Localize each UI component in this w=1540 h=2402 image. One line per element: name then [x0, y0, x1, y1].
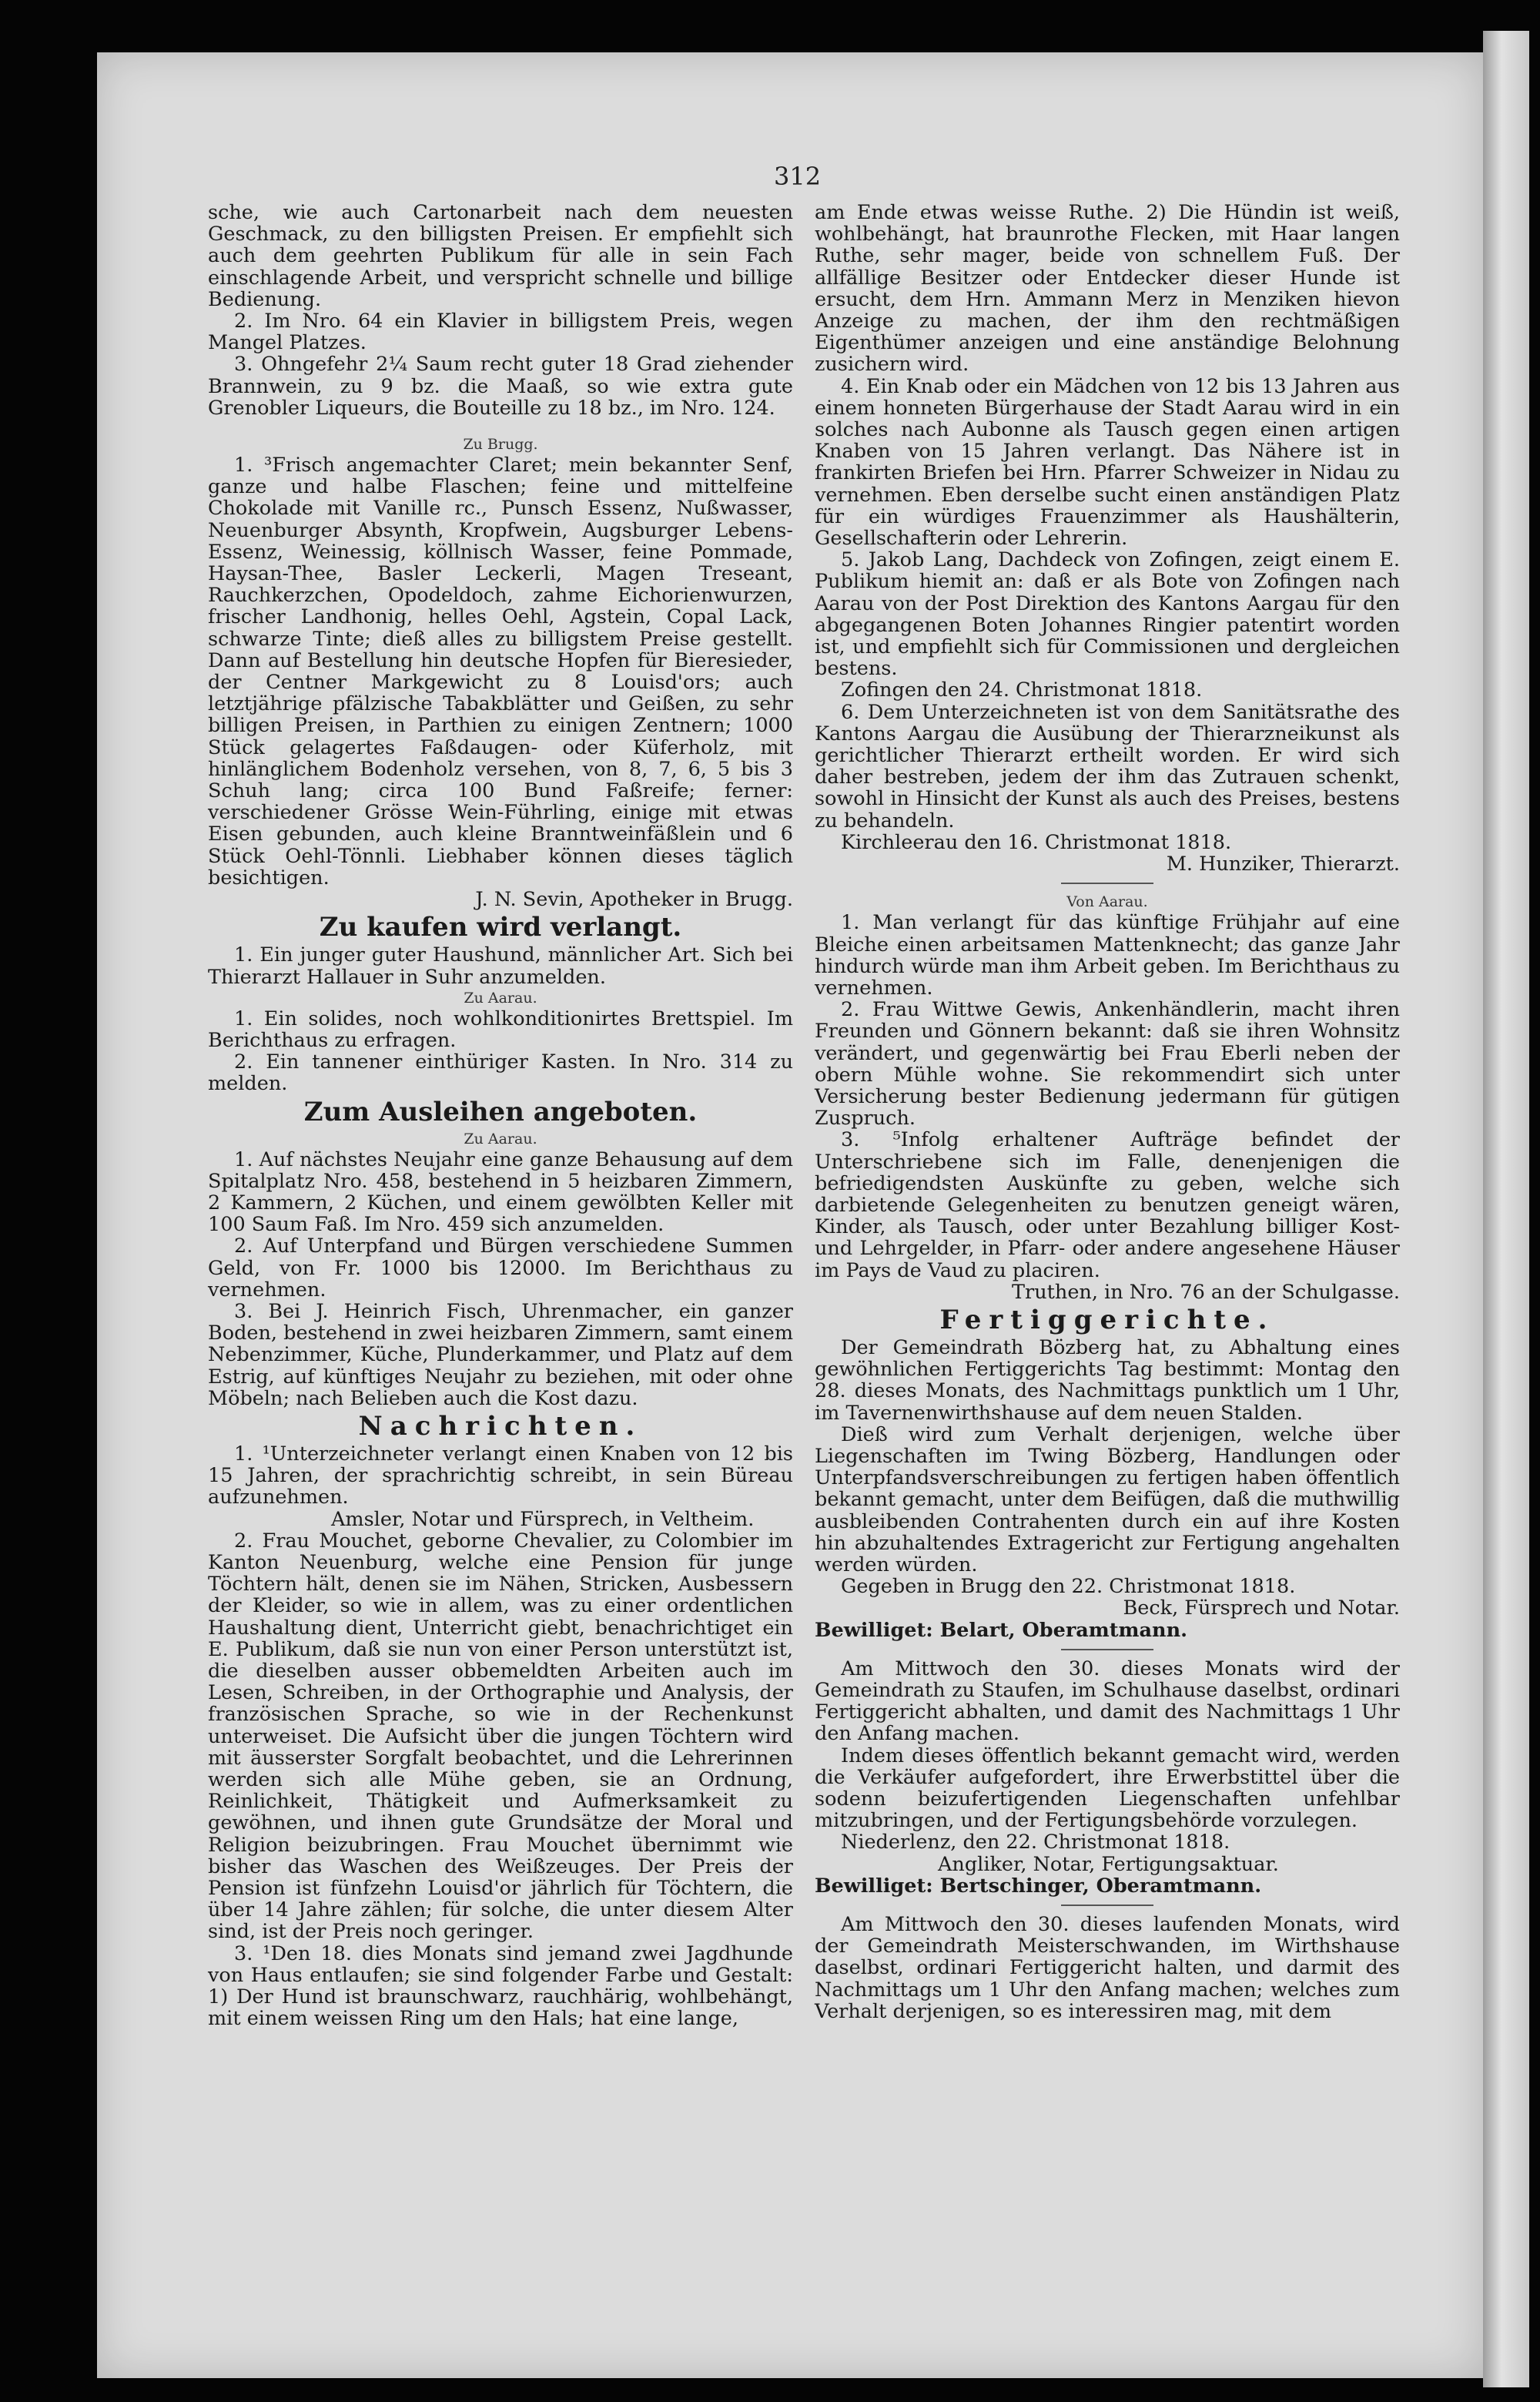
paragraph: 1. Ein solides, noch wohlkonditionirtes Brettspiel. Im Berichthaus zu erfragen.	[208, 1007, 793, 1052]
dateline: Niederlenz, den 22. Christmonat 1818.	[841, 1831, 1230, 1854]
section-heading: Nachrichten.	[358, 1410, 643, 1442]
paragraph: 2. Frau Wittwe Gewis, Ankenhändlerin, macht ihren Freunden und Gönnern bekannt: daß sie ihren Wohnsitz verändert, und gegenwärtig bei Frau Eberli neben der obern Mühle wohne. Sie rekommendirt sich unter Versicherung bester Bedienung jedermann für gütigen Zuspruch.	[815, 998, 1400, 1131]
paragraph: 2. Ein tannener einthüriger Kasten. In Nro. 314 zu melden.	[208, 1050, 793, 1096]
section-heading: Zum Ausleihen angeboten.	[303, 1096, 698, 1127]
signature: Truthen, in Nro. 76 an der Schulgasse.	[1012, 1280, 1400, 1304]
paragraph: 1. ³Frisch angemachter Claret; mein bekannter Senf, ganze und halbe Flaschen; feine und mittelfeine Chokolade mit Vanille rc., Punsch Essenz, Nußwasser, Neuenburger Absynth, Kropfwein, Augsburger Lebens-Essenz, Weinessig, köllnisch Wasser, feine Pommade, Haysan-Thee, Basler Leckerli, Magen Treseant, Rauchkerzchen, Opodeldoch, zahme Eichorienwurzen, frischer Landhonig, helles Oehl, Agstein, Copal Lack, schwarze Tinte; dieß alles zu billigstem Preise gestellt. Dann auf Bestellung hin deutsche Hopfen für Bieresieder, der Centner Markgewicht zu 8 Louisd'ors; auch letztjährige pfälzische Tabakblätter und Geißen, zu sehr billigen Preisen, in Parthien zu einigen Zentnern; 1000 Stück gelagertes Faßdaugen- oder Küferholz, mit hinlänglichem Bodenholz versehen, von 8, 7, 6, 5 bis 3 Schuh lang; circa 100 Bund Faßreife; ferner: verschiedener Grösse Wein-Führling, einige mit etwas Eisen gebunden, auch kleine Branntweinfäßlein und 6 Stück Oehl-Tönnli. Liebhaber können dieses täglich besichtigen.	[208, 454, 793, 889]
paragraph: 3. ⁵Infolg erhaltener Aufträge befindet der Unterschriebene sich im Falle, denenjenigen die befriedigendsten Auskünfte zu geben, welche sich darbietende Gelegenheiten zu benutzen geneigt wären, Kinder, als Tausch, oder unter Bezahlung billiger Kost- und Lehrgelder, in Pfarr- oder andere angesehene Häuser im Pays de Vaud zu placiren.	[815, 1128, 1400, 1282]
signature: M. Hunziker, Thierarzt.	[1166, 853, 1400, 876]
approval-line: Bewilliget: Belart, Oberamtmann.	[815, 1618, 1188, 1642]
signature: Angliker, Notar, Fertigungsaktuar.	[938, 1852, 1279, 1876]
paragraph: 3. Ohngefehr 2¼ Saum recht guter 18 Grad ziehender Brannwein, zu 9 bz. die Maaß, so wie extra gute Grenobler Liqueurs, die Bouteille zu 18 bz., im Nro. 124.	[208, 353, 793, 420]
paragraph: 3. ¹Den 18. dies Monats sind jemand zwei Jagdhunde von Haus entlaufen; sie sind folgender Farbe und Gestalt: 1) Der Hund ist braunschwarz, rauchhärig, wohlbehängt, mit einem weissen Ring um den Hals; hat eine lange,	[208, 1941, 793, 2031]
divider	[1061, 1905, 1153, 1906]
paragraph: 5. Jakob Lang, Dachdeck von Zofingen, zeigt einem E. Publikum hiemit an: daß er als Bote von Zofingen nach Aarau von der Post Direktion des Kantons Aargau für den abgegangenen Boten Johannes Ringier patentirt worden ist, und empfiehlt sich für Commissionen und dergleichen bestens.	[815, 548, 1400, 681]
paragraph: sche, wie auch Cartonarbeit nach dem neuesten Geschmack, zu den billigsten Preisen. Er empfiehlt sich auch dem geehrten Publikum für alle in sein Fach einschlagende Arbeit, und verspricht schnelle und billige Bedienung.	[208, 201, 793, 311]
dateline: Gegeben in Brugg den 22. Christmonat 1818.	[841, 1575, 1296, 1599]
paragraph: 6. Dem Unterzeichneten ist von dem Sanitätsrathe des Kantons Aargau die Ausübung der Thierarzneikunst als gerichtlicher Thierarzt ertheilt worden. Er wird sich daher bestreben, jedem der ihm das Zutrauen schenkt, sowohl in Hinsicht der Kunst als auch des Preises, bestens zu behandeln.	[815, 700, 1400, 832]
signature: Beck, Fürsprech und Notar.	[1123, 1596, 1400, 1620]
paragraph: 4. Ein Knab oder ein Mädchen von 12 bis 13 Jahren aus einem honneten Bürgerhause der Stadt Aarau wird in ein solches nach Aubonne als Tausch gegen einen artigen Knaben von 15 Jahren verlangt. Das Nähere ist in frankirten Briefen bei Hrn. Pfarrer Schweizer in Nidau zu vernehmen. Eben derselbe sucht einen anständigen Platz für ein würdiges Frauenzimmer als Haushälterin, Gesellschafterin oder Lehrerin.	[815, 374, 1400, 551]
location-subheading: Zu Aarau.	[464, 1130, 537, 1147]
page-number: 312	[774, 162, 822, 191]
divider	[1061, 883, 1153, 884]
paragraph: am Ende etwas weisse Ruthe. 2) Die Hündin ist weiß, wohlbehängt, hat braunrothe Flecken, mit Haar langen Ruthe, sehr mager, beide von schnellem Fuß. Der allfällige Besitzer oder Entdecker dieser Hunde ist ersucht, dem Hrn. Ammann Merz in Menziken hievon Anzeige zu machen, der ihm den rechtmäßigen Eigenthümer anzeigen und eine anständige Belohnung zusichern wird.	[815, 201, 1400, 377]
divider	[1061, 1649, 1153, 1650]
section-heading: Zu kaufen wird verlangt.	[319, 912, 682, 943]
page-edge	[1483, 31, 1529, 2387]
left-column	[208, 202, 793, 2029]
paragraph: 3. Bei J. Heinrich Fisch, Uhrenmacher, ein ganzer Boden, bestehend in zwei heizbaren Zimmern, samt einem Nebenzimmer, Küche, Plunderkammer, und Platz auf dem Estrig, auf künftiges Neujahr zu beziehen, mit oder ohne Möbeln; nach Belieben auch die Kost dazu.	[208, 1299, 793, 1410]
paragraph: 2. Auf Unterpfand und Bürgen verschiedene Summen Geld, von Fr. 1000 bis 12000. Im Berichthaus zu vernehmen.	[208, 1235, 793, 1302]
paragraph: 1. Man verlangt für das künftige Frühjahr auf eine Bleiche einen arbeitsamen Mattenknecht; das ganze Jahr hindurch würde man ihm Arbeit geben. Im Berichthaus zu vernehmen.	[815, 911, 1400, 1000]
location-subheading: Zu Brugg.	[463, 436, 538, 454]
paragraph: 1. Ein junger guter Haushund, männlicher Art. Sich bei Thierarzt Hallauer in Suhr anzumelden.	[208, 943, 793, 989]
signature: J. N. Sevin, Apotheker in Brugg.	[475, 888, 793, 912]
signature: Amsler, Notar und Fürsprech, in Veltheim.	[331, 1507, 755, 1531]
right-column	[815, 202, 1400, 2022]
section-heading: Fertiggerichte.	[939, 1304, 1275, 1335]
paragraph: Am Mittwoch den 30. dieses laufenden Monats, wird der Gemeindrath Meisterschwanden, im Wirthshause daselbst, ordinari Fertiggericht halten, und darmit des Nachmittags um 1 Uhr den Anfang machen; welches zum Verhalt derjenigen, so es interessiren mag, mit dem	[815, 1913, 1400, 2023]
dateline: Zofingen den 24. Christmonat 1818.	[841, 678, 1203, 702]
paragraph: 2. Im Nro. 64 ein Klavier in billigstem Preis, wegen Mangel Platzes.	[208, 310, 793, 355]
location-subheading: Zu Aarau.	[464, 989, 537, 1007]
approval-line: Bewilliget: Bertschinger, Oberamtmann.	[815, 1874, 1262, 1898]
paragraph: Der Gemeindrath Bözberg hat, zu Abhaltung eines gewöhnlichen Fertiggerichts Tag bestimmt: Montag den 28. dieses Monats, des Nachmittags punktlich um 1 Uhr, im Tavernenwirthshause auf dem neuen Stalden.	[815, 1335, 1400, 1425]
dateline: Kirchleerau den 16. Christmonat 1818.	[841, 830, 1232, 854]
paragraph: Am Mittwoch den 30. dieses Monats wird der Gemeindrath zu Staufen, im Schulhause daselbst, ordinari Fertiggericht abhalten, und damit des Nachmittags 1 Uhr den Anfang machen.	[815, 1657, 1400, 1746]
paragraph: 2. Frau Mouchet, geborne Chevalier, zu Colombier im Kanton Neuenburg, welche eine Pension für junge Töchtern hält, denen sie im Nähen, Stricken, Ausbessern der Kleider, so wie in allem, was zu einer ordentlichen Haushaltung dient, Unterricht giebt, benachrichtiget ein E. Publikum, daß sie nun von einer Person unterstützt ist, die dieselben ausser obbemeldten Arbeiten auch im Lesen, Schreiben, in der Orthographie und Analysis, der französischen Sprache, so wie in der Rechenkunst unterweiset. Die Aufsicht über die jungen Töchtern wird mit äusserster Sorgfalt beobachtet, und die Lehrerinnen werden sich alle Mühe geben, sie an Ordnung, Reinlichkeit, Thätigkeit und Aufmerksamkeit zu gewöhnen, und ihnen gute Grundsätze der Moral und Religion beizubringen. Frau Mouchet übernimmt wie bisher das Waschen des Weißzeuges. Der Preis der Pension ist fünfzehn Louisd'or jährlich für Töchtern, die über 14 Jahre zählen; für solche, die unter diesem Alter sind, ist der Preis noch geringer.	[208, 1529, 793, 1944]
paragraph: 1. Auf nächstes Neujahr eine ganze Behausung auf dem Spitalplatz Nro. 458, bestehend in 5 heizbaren Zimmern, 2 Kammern, 2 Küchen, und einem gewölbten Keller mit 100 Saum Faß. Im Nro. 459 sich anzumelden.	[208, 1147, 793, 1237]
paragraph: 1. ¹Unterzeichneter verlangt einen Knaben von 12 bis 15 Jahren, der sprachrichtig schreibt, in sein Büreau aufzunehmen.	[208, 1442, 793, 1509]
location-subheading: Von Aarau.	[1066, 893, 1148, 911]
paragraph: Dieß wird zum Verhalt derjenigen, welche über Liegenschaften im Twing Bözberg, Handlungen oder Unterpfandsverschreibungen zu fertigen haben öffentlich bekannt gemacht, unter dem Beifügen, daß die muthwillig ausbleibenden Contrahenten durch ein auf ihre Kosten hin abzuhaltendes Extragericht zur Fertigung angehalten werden würden.	[815, 1422, 1400, 1576]
bleed-through-smudge	[208, 419, 793, 434]
paragraph: Indem dieses öffentlich bekannt gemacht wird, werden die Verkäufer aufgefordert, ihre Erwerbstittel über die sodenn beizufertigenden Liegenschaften unfehlbar mitzubringen, und der Fertigungsbehörde vorzulegen.	[815, 1744, 1400, 1833]
